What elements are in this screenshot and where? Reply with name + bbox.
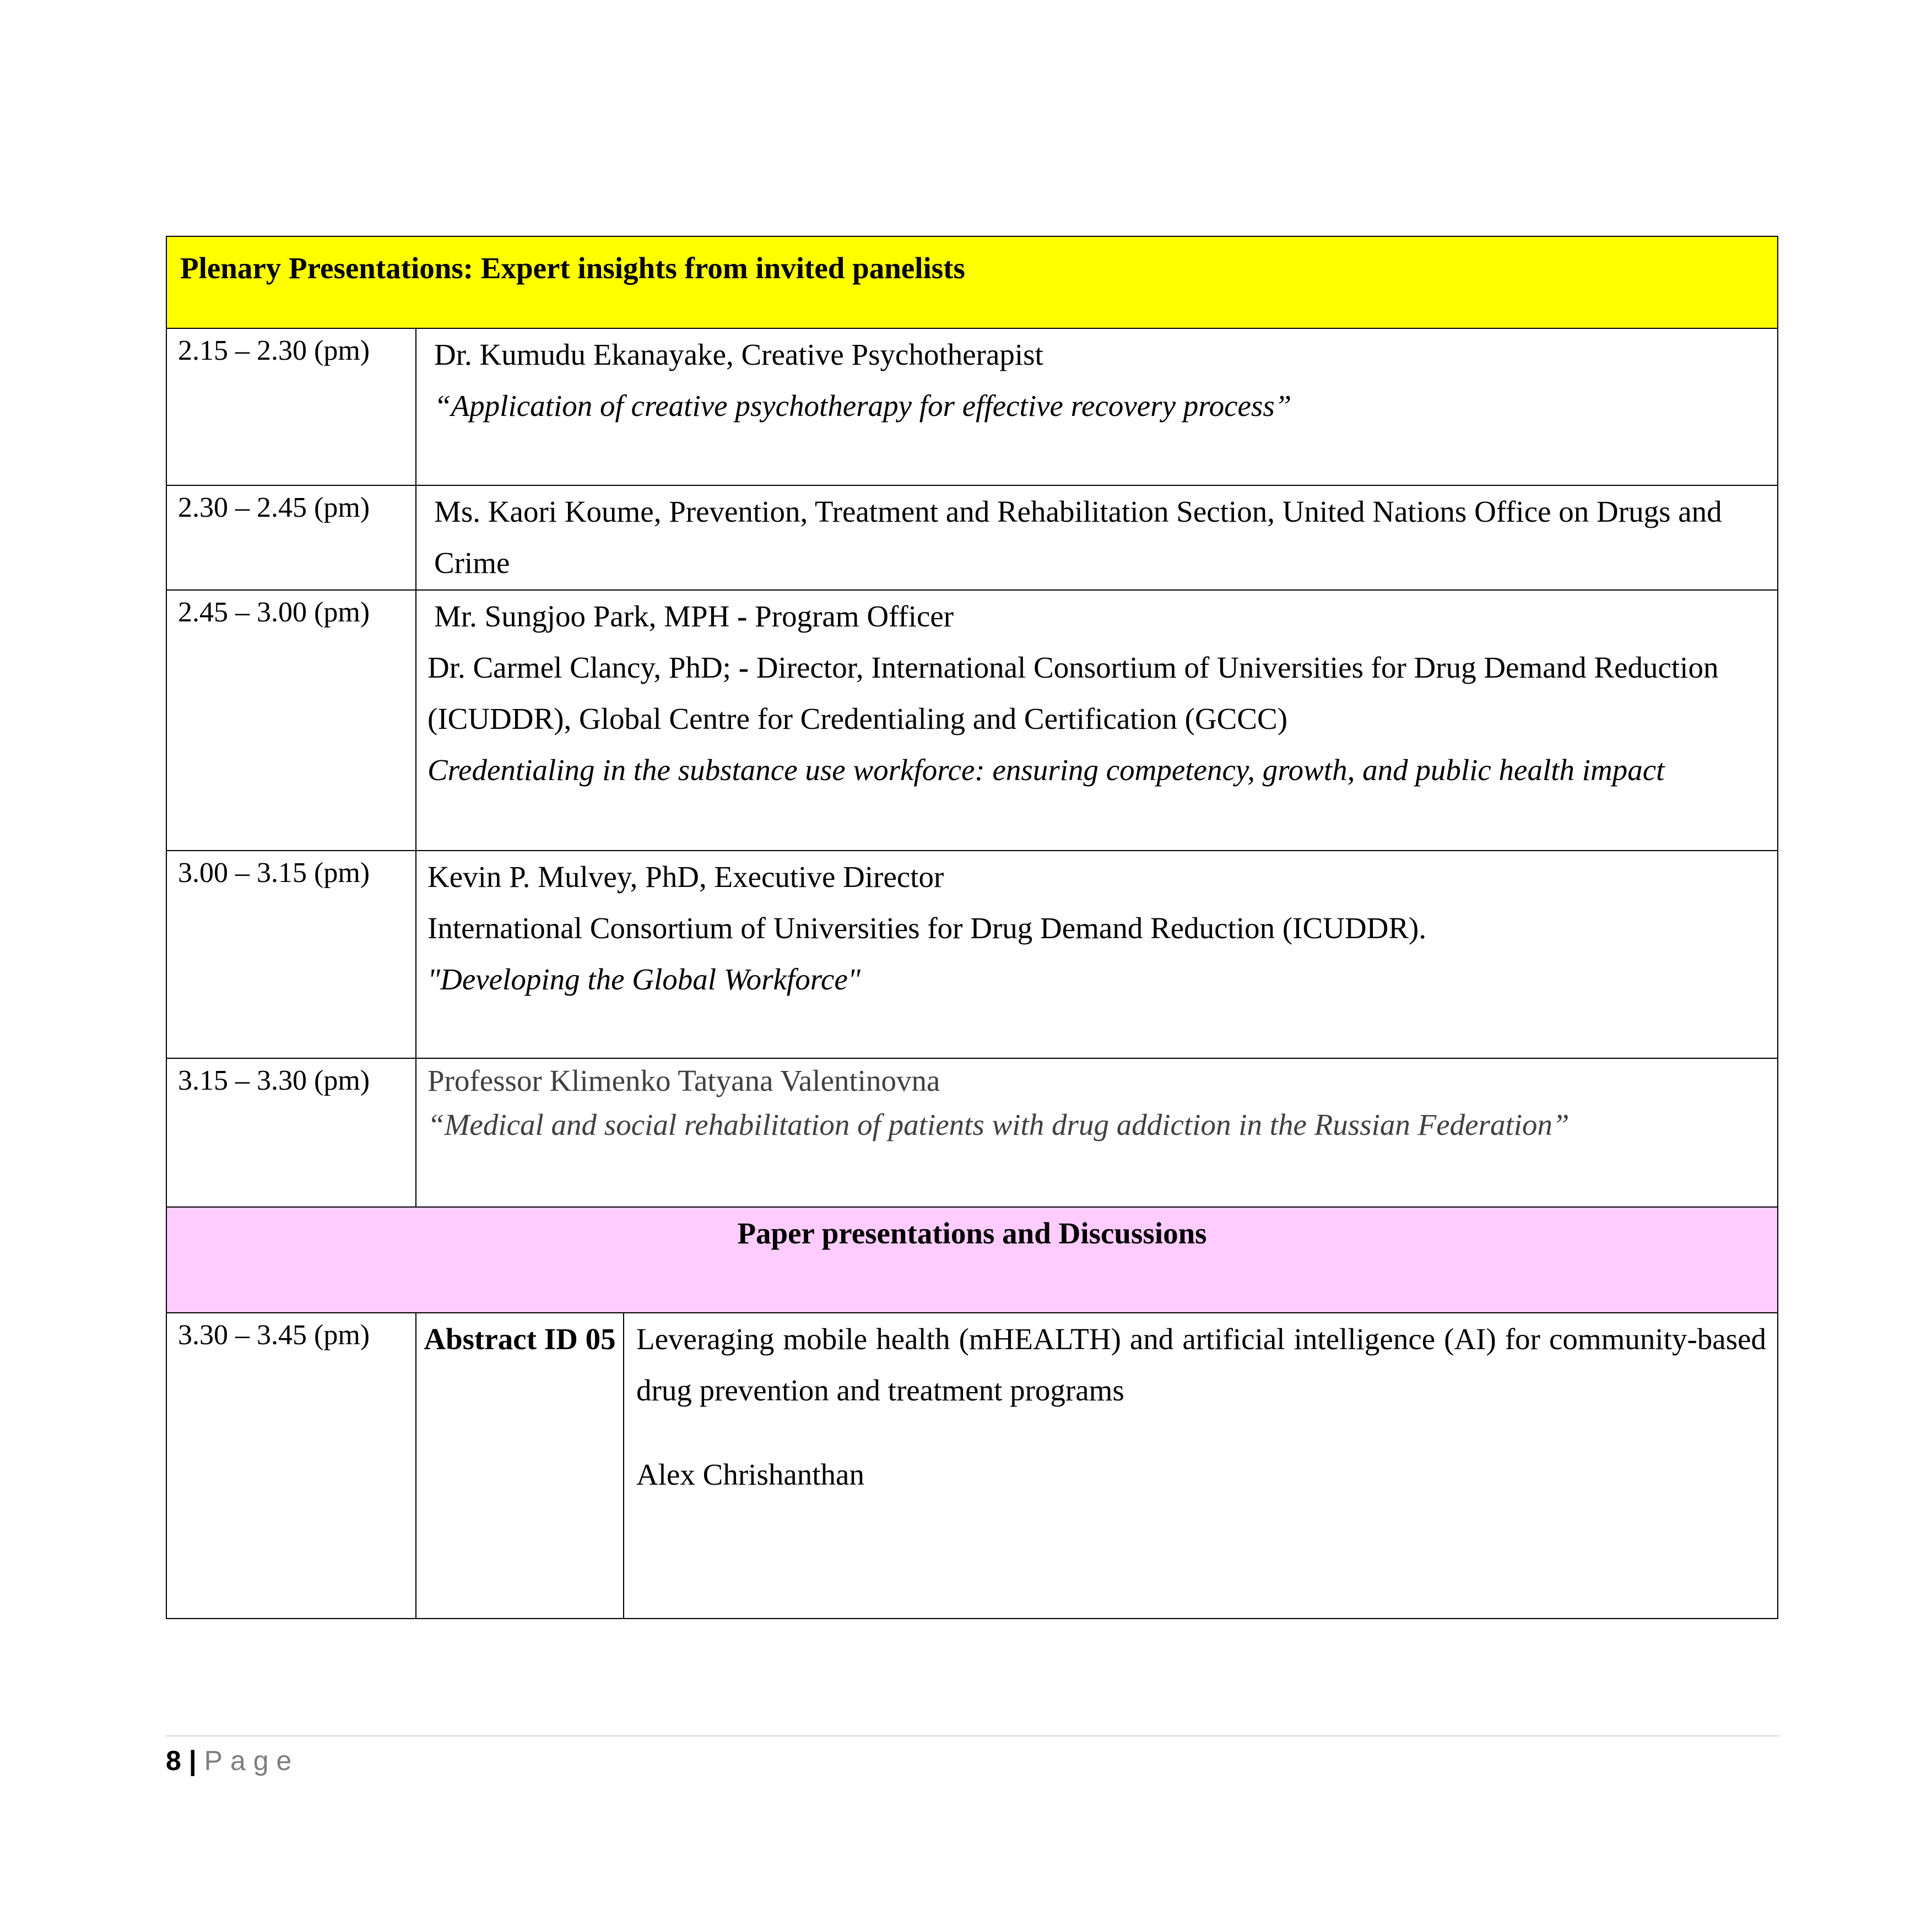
plenary-header-row — [166, 236, 1778, 328]
speaker-name: Ms. Kaori Koume, Prevention, Treatment and Rehabilitation Section, United Nations Office on Drugs and Crime — [434, 495, 1722, 580]
session-content — [416, 485, 1778, 590]
plenary-header: Plenary Presentations: Expert insights from invited panelists — [166, 236, 1778, 328]
speaker-2-role: Director, International Consortium of Universities for Drug Demand Reduction (ICUDDR), Global Centre for Credentialing and Certification (GCCC) — [427, 651, 1719, 735]
speaker-1-name: Mr. Sungjoo Park, MPH — [434, 599, 738, 633]
paper-content — [624, 1313, 1778, 1619]
speaker-2-name: Dr. Carmel Clancy, PhD; — [427, 651, 739, 684]
speaker-2-dash: - — [738, 651, 749, 684]
speaker-name-1 — [427, 591, 1766, 642]
paper-row — [166, 1313, 1778, 1619]
session-content — [416, 851, 1778, 1058]
session-time: 2.45 – 3.00 (pm) — [166, 590, 416, 851]
session-content — [416, 590, 1778, 851]
session-row — [166, 590, 1778, 851]
abstract-id: Abstract ID 05 — [416, 1313, 624, 1619]
session-time: 3.15 – 3.30 (pm) — [166, 1058, 416, 1207]
session-row — [166, 328, 1778, 485]
paper-header-row — [166, 1207, 1778, 1313]
speaker-name: Professor Klimenko Tatyana Valentinovna — [427, 1064, 940, 1097]
page-separator: | — [181, 1745, 204, 1776]
speaker-1-role: Program Officer — [747, 599, 954, 633]
session-time: 3.00 – 3.15 (pm) — [166, 851, 416, 1058]
paper-spacer — [636, 1416, 1766, 1449]
paper-time: 3.30 – 3.45 (pm) — [166, 1313, 416, 1619]
session-time: 2.30 – 2.45 (pm) — [166, 485, 416, 590]
session-time: 2.15 – 2.30 (pm) — [166, 328, 416, 485]
session-row — [166, 851, 1778, 1058]
presentation-title: “Application of creative psychotherapy for effective recovery process” — [434, 389, 1292, 423]
speaker-name: Kevin P. Mulvey, PhD, Executive Director — [427, 860, 944, 894]
page-footer — [166, 1744, 299, 1777]
paper-author: Alex Chrishanthan — [636, 1458, 864, 1491]
agenda-table — [166, 236, 1778, 1619]
speaker-1-dash: - — [737, 599, 748, 633]
page-number: 8 — [166, 1745, 181, 1776]
session-row — [166, 485, 1778, 590]
presentation-title: Credentialing in the substance use workforce: ensuring competency, growth, and public health impact — [427, 753, 1665, 787]
paper-header: Paper presentations and Discussions — [166, 1207, 1778, 1313]
presentation-title: "Developing the Global Workforce" — [427, 962, 861, 996]
speaker-organization: International Consortium of Universities for Drug Demand Reduction (ICUDDR). — [427, 911, 1427, 945]
session-content — [416, 1058, 1778, 1207]
speaker-name-2 — [427, 642, 1766, 744]
presentation-title: “Medical and social rehabilitation of patients with drug addiction in the Russian Federation” — [427, 1108, 1570, 1141]
speaker-name: Dr. Kumudu Ekanayake, Creative Psychotherapist — [434, 338, 1043, 371]
session-row — [166, 1058, 1778, 1207]
paper-title: Leveraging mobile health (mHEALTH) and artificial intelligence (AI) for community-based drug prevention and treatment programs — [636, 1322, 1767, 1407]
page-label: Page — [204, 1745, 300, 1776]
session-content — [416, 328, 1778, 485]
footer-divider — [166, 1735, 1780, 1736]
